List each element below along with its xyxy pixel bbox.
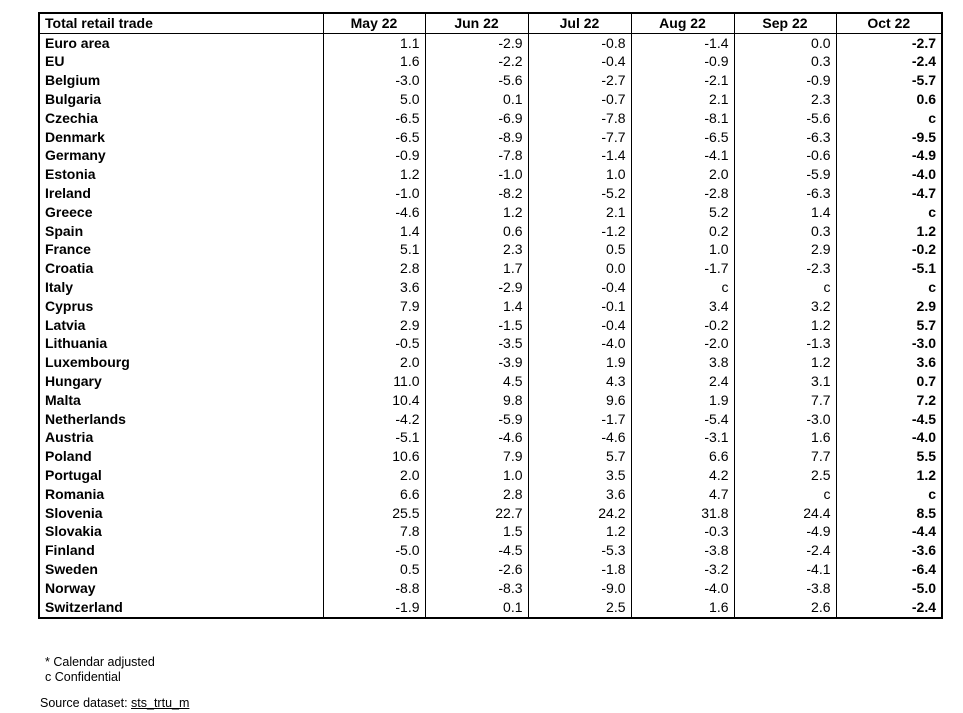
row-label: Ireland [39,184,323,203]
table-cell: 2.8 [323,259,425,278]
table-cell: 2.8 [425,485,528,504]
table-cell: 11.0 [323,372,425,391]
table-cell: 3.1 [734,372,836,391]
table-cell: -2.7 [836,33,942,52]
row-label: Belgium [39,71,323,90]
row-label: Spain [39,222,323,241]
table-cell: 2.6 [734,598,836,618]
table-cell: -6.4 [836,560,942,579]
table-cell: 1.0 [528,165,631,184]
row-label: Croatia [39,259,323,278]
source-label: Source dataset: [40,696,132,710]
table-cell: 2.0 [323,353,425,372]
footnotes [45,655,155,685]
table-cell: -5.2 [528,184,631,203]
table-cell: 1.0 [425,466,528,485]
table-row [39,372,942,391]
source-dataset-link[interactable]: sts_trtu_m [131,696,190,710]
table-cell: -4.1 [631,147,734,166]
table-cell: 5.0 [323,90,425,109]
table-cell: -6.5 [631,128,734,147]
table-row [39,485,942,504]
table-cell: -1.8 [528,560,631,579]
table-cell: 9.8 [425,391,528,410]
table-header [39,13,942,33]
table-cell: 2.4 [631,372,734,391]
table-row [39,278,942,297]
table-cell: 2.9 [734,241,836,260]
table-cell: -0.2 [631,316,734,335]
table-cell: 2.0 [631,165,734,184]
table-row [39,184,942,203]
row-label: Greece [39,203,323,222]
table-cell: 0.3 [734,222,836,241]
table-row [39,71,942,90]
column-header-month: Jul 22 [528,13,631,33]
table-cell: -1.2 [528,222,631,241]
table-cell: -5.7 [836,71,942,90]
table-cell: -8.1 [631,109,734,128]
table-cell: 6.6 [323,485,425,504]
table-cell: -2.9 [425,278,528,297]
table-cell: 1.2 [734,316,836,335]
table-cell: 1.0 [631,241,734,260]
table-row [39,541,942,560]
table-cell: -2.4 [836,53,942,72]
table-cell: -3.8 [734,579,836,598]
table-cell: 3.5 [528,466,631,485]
table-row [39,109,942,128]
table-row [39,447,942,466]
table-cell: 2.9 [836,297,942,316]
table-cell: -5.6 [734,109,836,128]
column-header-month: Aug 22 [631,13,734,33]
table-cell: c [631,278,734,297]
table-cell: -5.1 [323,429,425,448]
table-row [39,504,942,523]
table-cell: -0.5 [323,335,425,354]
column-header-month: Oct 22 [836,13,942,33]
table-cell: -2.1 [631,71,734,90]
row-label: Poland [39,447,323,466]
table-cell: 2.5 [528,598,631,618]
table-cell: 25.5 [323,504,425,523]
table-cell: -3.2 [631,560,734,579]
footnote-calendar-adjusted: * Calendar adjusted [45,655,155,669]
table-cell: -1.0 [425,165,528,184]
table-cell: 5.1 [323,241,425,260]
table-row [39,429,942,448]
row-label: Malta [39,391,323,410]
table-cell: 0.2 [631,222,734,241]
table-cell: -1.3 [734,335,836,354]
row-label: Slovakia [39,523,323,542]
table-cell: 0.1 [425,598,528,618]
table-cell: -0.1 [528,297,631,316]
table-cell: 0.6 [425,222,528,241]
table-cell: 2.5 [734,466,836,485]
table-cell: c [836,203,942,222]
table-cell: -0.2 [836,241,942,260]
table-cell: c [836,485,942,504]
table-cell: -4.9 [836,147,942,166]
table-cell: 1.1 [323,33,425,52]
table-cell: -4.0 [631,579,734,598]
table-row [39,165,942,184]
row-label: Netherlands [39,410,323,429]
table-cell: -4.6 [323,203,425,222]
row-label: Hungary [39,372,323,391]
table-row [39,203,942,222]
table-cell: -0.4 [528,53,631,72]
table-cell: -4.0 [836,429,942,448]
table-cell: -0.8 [528,33,631,52]
column-header-month: Jun 22 [425,13,528,33]
table-cell: c [734,485,836,504]
table-cell: -1.9 [323,598,425,618]
table-cell: -1.7 [528,410,631,429]
table-cell: -3.8 [631,541,734,560]
table-cell: -4.9 [734,523,836,542]
table-cell: 0.0 [734,33,836,52]
table-cell: 5.7 [836,316,942,335]
row-label: Euro area [39,33,323,52]
row-label: EU [39,53,323,72]
row-label: Switzerland [39,598,323,618]
table-cell: -4.7 [836,184,942,203]
row-label: France [39,241,323,260]
table-cell: 3.2 [734,297,836,316]
table-cell: -4.5 [836,410,942,429]
table-cell: -9.5 [836,128,942,147]
column-header-month: May 22 [323,13,425,33]
table-cell: 3.6 [836,353,942,372]
table-cell: 1.6 [734,429,836,448]
table-cell: -3.0 [323,71,425,90]
table-body [39,33,942,617]
table-cell: 1.4 [323,222,425,241]
footnote-confidential: c Confidential [45,670,121,684]
table-cell: 2.3 [734,90,836,109]
table-cell: -1.5 [425,316,528,335]
row-label: Slovenia [39,504,323,523]
table-cell: 4.7 [631,485,734,504]
table-row [39,128,942,147]
table-cell: -5.1 [836,259,942,278]
table-cell: -5.9 [734,165,836,184]
table-cell: 1.6 [323,53,425,72]
table-row [39,222,942,241]
table-cell: -2.3 [734,259,836,278]
table-cell: -1.4 [631,33,734,52]
table-row [39,523,942,542]
table-cell: -5.0 [836,579,942,598]
table-row [39,241,942,260]
row-label: Cyprus [39,297,323,316]
table-cell: -5.6 [425,71,528,90]
table-cell: 1.2 [323,165,425,184]
table-cell: 0.5 [323,560,425,579]
table-cell: -3.0 [734,410,836,429]
table-row [39,560,942,579]
table-cell: 8.5 [836,504,942,523]
row-label: Lithuania [39,335,323,354]
table-cell: -6.9 [425,109,528,128]
table-cell: -4.4 [836,523,942,542]
row-label: Italy [39,278,323,297]
table-cell: -4.0 [528,335,631,354]
table-row [39,353,942,372]
table-cell: -4.0 [836,165,942,184]
table-cell: 0.6 [836,90,942,109]
table-cell: -8.2 [425,184,528,203]
table-cell: 3.6 [323,278,425,297]
row-label: Denmark [39,128,323,147]
table-cell: 1.2 [836,466,942,485]
row-label: Bulgaria [39,90,323,109]
table-cell: -3.6 [836,541,942,560]
table-cell: 1.4 [734,203,836,222]
row-label: Luxembourg [39,353,323,372]
row-label: Portugal [39,466,323,485]
table-cell: -9.0 [528,579,631,598]
table-cell: 2.0 [323,466,425,485]
table-cell: 1.4 [425,297,528,316]
table-row [39,297,942,316]
table-row [39,259,942,278]
table-cell: 3.8 [631,353,734,372]
table-cell: 3.4 [631,297,734,316]
table-cell: 1.2 [528,523,631,542]
table-row [39,90,942,109]
table-cell: 4.2 [631,466,734,485]
table-cell: 7.7 [734,391,836,410]
table-cell: -7.8 [528,109,631,128]
table-cell: 1.2 [425,203,528,222]
source-line [40,696,189,711]
table-cell: -4.5 [425,541,528,560]
table-cell: 1.2 [836,222,942,241]
table-cell: -1.0 [323,184,425,203]
table-cell: 22.7 [425,504,528,523]
table-cell: -5.0 [323,541,425,560]
row-label: Czechia [39,109,323,128]
table-cell: 1.9 [528,353,631,372]
table-cell: 0.5 [528,241,631,260]
table-cell: -2.9 [425,33,528,52]
table-cell: 7.7 [734,447,836,466]
table-cell: -2.4 [734,541,836,560]
table-cell: -5.3 [528,541,631,560]
table-cell: 5.5 [836,447,942,466]
table-cell: -4.6 [528,429,631,448]
retail-trade-table [38,12,943,619]
table-cell: 9.6 [528,391,631,410]
table-row [39,579,942,598]
table-cell: -8.9 [425,128,528,147]
table-row [39,147,942,166]
table-cell: 1.7 [425,259,528,278]
table-row [39,410,942,429]
table-cell: 2.1 [631,90,734,109]
header-row [39,13,942,33]
table-cell: -3.0 [836,335,942,354]
table-cell: -2.2 [425,53,528,72]
table-cell: -0.4 [528,278,631,297]
table-row [39,598,942,618]
row-label: Norway [39,579,323,598]
table-cell: 10.4 [323,391,425,410]
table-cell: c [734,278,836,297]
row-label: Latvia [39,316,323,335]
table-cell: 7.9 [323,297,425,316]
table-cell: 0.7 [836,372,942,391]
table-cell: -6.3 [734,128,836,147]
table-cell: -6.5 [323,109,425,128]
table-cell: -7.7 [528,128,631,147]
table-cell: -7.8 [425,147,528,166]
row-label: Austria [39,429,323,448]
table-cell: 0.0 [528,259,631,278]
table-cell: 10.6 [323,447,425,466]
table-row [39,53,942,72]
table-cell: -4.1 [734,560,836,579]
table-cell: 5.7 [528,447,631,466]
table-cell: -2.8 [631,184,734,203]
table-cell: -2.6 [425,560,528,579]
column-header-month: Sep 22 [734,13,836,33]
table-row [39,316,942,335]
table-cell: -0.9 [631,53,734,72]
table-row [39,466,942,485]
table-cell: 24.2 [528,504,631,523]
table-cell: -3.5 [425,335,528,354]
table-cell: 31.8 [631,504,734,523]
table-cell: 24.4 [734,504,836,523]
table-cell: -8.8 [323,579,425,598]
table-cell: -3.1 [631,429,734,448]
table-cell: -1.4 [528,147,631,166]
table-cell: -0.4 [528,316,631,335]
table-cell: 2.9 [323,316,425,335]
table-cell: -1.7 [631,259,734,278]
table-cell: -5.4 [631,410,734,429]
table-cell: 5.2 [631,203,734,222]
table-cell: -4.2 [323,410,425,429]
table-cell: 1.2 [734,353,836,372]
column-header-series: Total retail trade [39,13,323,33]
table-cell: -4.6 [425,429,528,448]
table-cell: -2.4 [836,598,942,618]
table-cell: -2.7 [528,71,631,90]
table-cell: -6.3 [734,184,836,203]
row-label: Estonia [39,165,323,184]
row-label: Sweden [39,560,323,579]
table-cell: 0.3 [734,53,836,72]
table-cell: -0.9 [323,147,425,166]
table-cell: 1.5 [425,523,528,542]
table-cell: 1.9 [631,391,734,410]
table-cell: 7.2 [836,391,942,410]
table-cell: 6.6 [631,447,734,466]
table-row [39,335,942,354]
table-cell: 2.3 [425,241,528,260]
table-cell: -0.6 [734,147,836,166]
row-label: Finland [39,541,323,560]
table-cell: -0.9 [734,71,836,90]
table-cell: -0.7 [528,90,631,109]
table-cell: -3.9 [425,353,528,372]
table-cell: -0.3 [631,523,734,542]
table-cell: c [836,109,942,128]
table-row [39,33,942,52]
table-cell: -5.9 [425,410,528,429]
row-label: Germany [39,147,323,166]
table-cell: 7.8 [323,523,425,542]
table-cell: -2.0 [631,335,734,354]
table-cell: 0.1 [425,90,528,109]
table-cell: -6.5 [323,128,425,147]
table-cell: 4.5 [425,372,528,391]
table-cell: 4.3 [528,372,631,391]
table-row [39,391,942,410]
row-label: Romania [39,485,323,504]
table-cell: -8.3 [425,579,528,598]
table-cell: 1.6 [631,598,734,618]
table-cell: c [836,278,942,297]
table-cell: 2.1 [528,203,631,222]
table-cell: 3.6 [528,485,631,504]
table-cell: 7.9 [425,447,528,466]
